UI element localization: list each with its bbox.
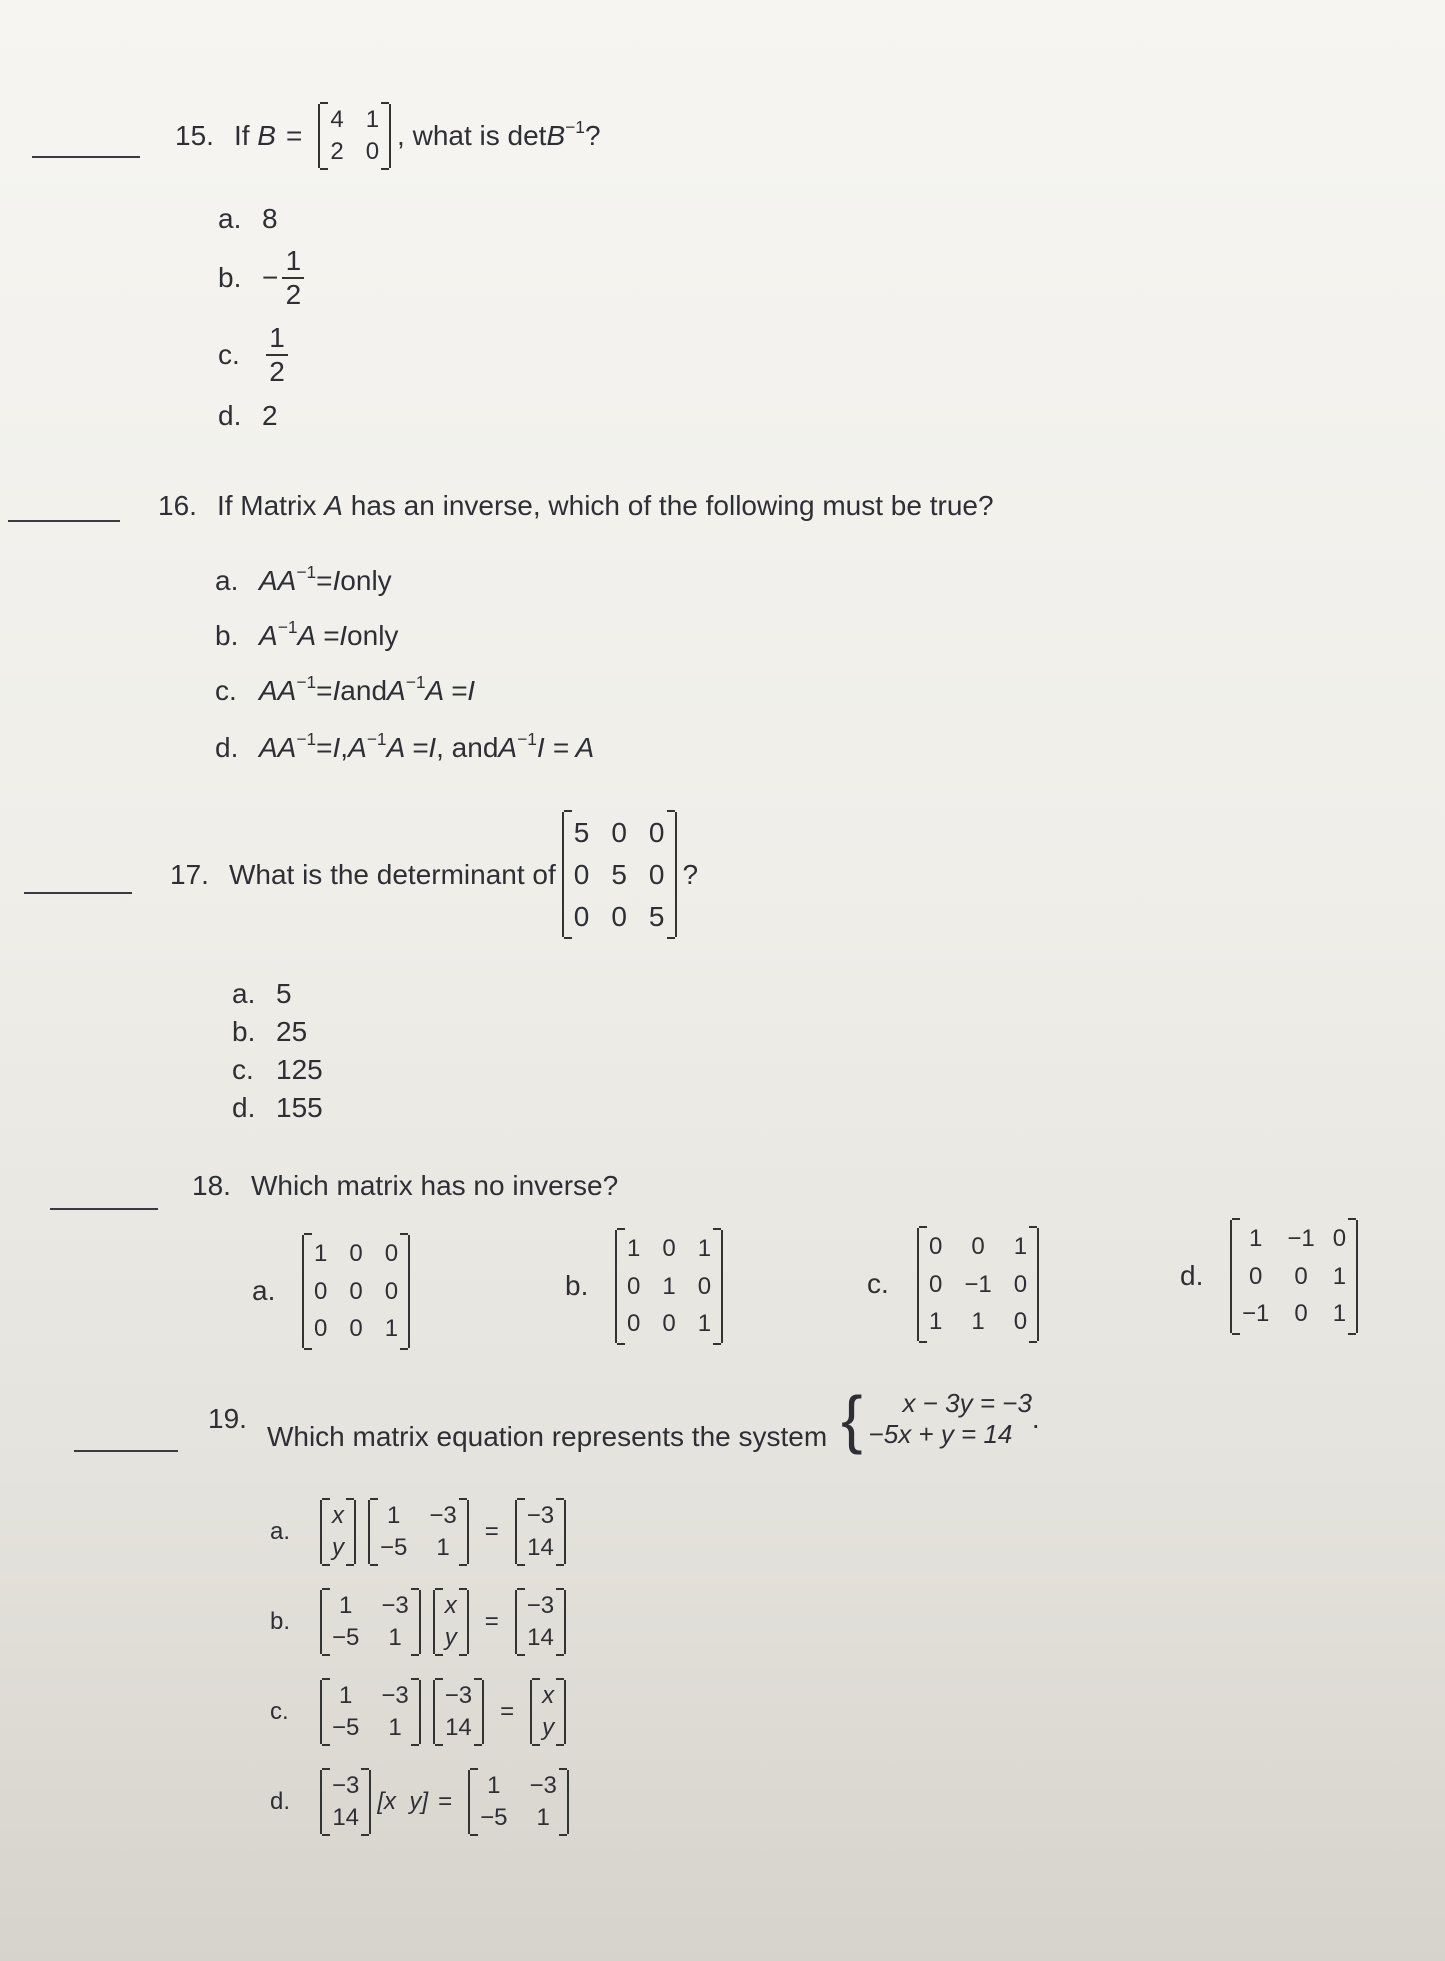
question-19: 19. Which matrix equation represents the system { x − 3y = −3 −5x + y = 14 . bbox=[208, 1383, 1040, 1455]
answer-blank-16[interactable] bbox=[8, 520, 120, 522]
option-19b[interactable]: b. 1 −3 −5 1 x y = −3 14 bbox=[270, 1590, 572, 1654]
option-18d[interactable]: d. 1 −1 0 0 0 1 −1 0 1 bbox=[1180, 1220, 1364, 1333]
equation-system: x − 3y = −3 −5x + y = 14 bbox=[868, 1387, 1032, 1449]
option-16a[interactable]: a. AA $^{-1}$ = I only bbox=[215, 561, 392, 596]
option-19a[interactable]: a. x y 1 −3 −5 1 = −3 14 bbox=[270, 1500, 572, 1564]
fraction: $\frac{1}{2}$ bbox=[282, 245, 304, 311]
fraction: $\frac{1}{2}$ bbox=[266, 322, 288, 388]
option-15c[interactable]: c. $\frac{1}{2}$ bbox=[218, 322, 292, 388]
option-15b[interactable]: b. − $\frac{1}{2}$ bbox=[218, 245, 308, 311]
question-16: 16. If Matrix A has an inverse, which of the following must be true? bbox=[158, 490, 994, 521]
option-18c[interactable]: c. 0 0 1 0 −1 0 1 1 0 bbox=[867, 1228, 1045, 1341]
option-19d[interactable]: d. −3 14 [x y] = 1 −3 −5 1 bbox=[270, 1770, 575, 1834]
question-17: 17. What is the determinant of 5 0 0 0 5 0 0 0 5 ? bbox=[170, 812, 698, 937]
option-17a[interactable]: a. 5 bbox=[232, 978, 292, 1009]
answer-blank-17[interactable] bbox=[24, 892, 132, 894]
question-18: 18. Which matrix has no inverse? bbox=[192, 1170, 619, 1201]
answer-blank-15[interactable] bbox=[32, 156, 140, 158]
option-17b[interactable]: b. 25 bbox=[232, 1016, 308, 1047]
option-16c[interactable]: c. AA $^{-1}$ = I and A $^{-1}$ A = I bbox=[215, 671, 476, 706]
option-17d[interactable]: d. 155 bbox=[232, 1092, 323, 1123]
answer-blank-18[interactable] bbox=[50, 1208, 158, 1210]
option-18b[interactable]: b. 1 0 1 0 1 0 0 0 1 bbox=[565, 1230, 729, 1343]
matrix-5i: 5 0 0 0 5 0 0 0 5 bbox=[562, 812, 677, 937]
question-number: 15. bbox=[175, 120, 214, 151]
option-15d[interactable]: d. 2 bbox=[218, 400, 278, 431]
option-17c[interactable]: c. 125 bbox=[232, 1054, 323, 1085]
system-brace: { bbox=[841, 1383, 863, 1455]
answer-blank-19[interactable] bbox=[74, 1450, 178, 1452]
option-16d[interactable]: d. AA $^{-1}$ = I , A $^{-1}$ A = I , and A $^{-1}$ I = A bbox=[215, 728, 595, 763]
option-16b[interactable]: b. A $^{-1}$ A = I only bbox=[215, 616, 399, 651]
option-18a[interactable]: a. 1 0 0 0 0 0 0 0 1 bbox=[252, 1235, 416, 1348]
option-19c[interactable]: c. 1 −3 −5 1 −3 14 = x y bbox=[270, 1680, 572, 1744]
matrix-b: 4 1 2 0 bbox=[318, 104, 391, 168]
question-15: 15. If B = 4 1 2 0 , what is det B $^{-1}$ ? bbox=[175, 104, 601, 168]
option-15a[interactable]: a. 8 bbox=[218, 203, 278, 234]
